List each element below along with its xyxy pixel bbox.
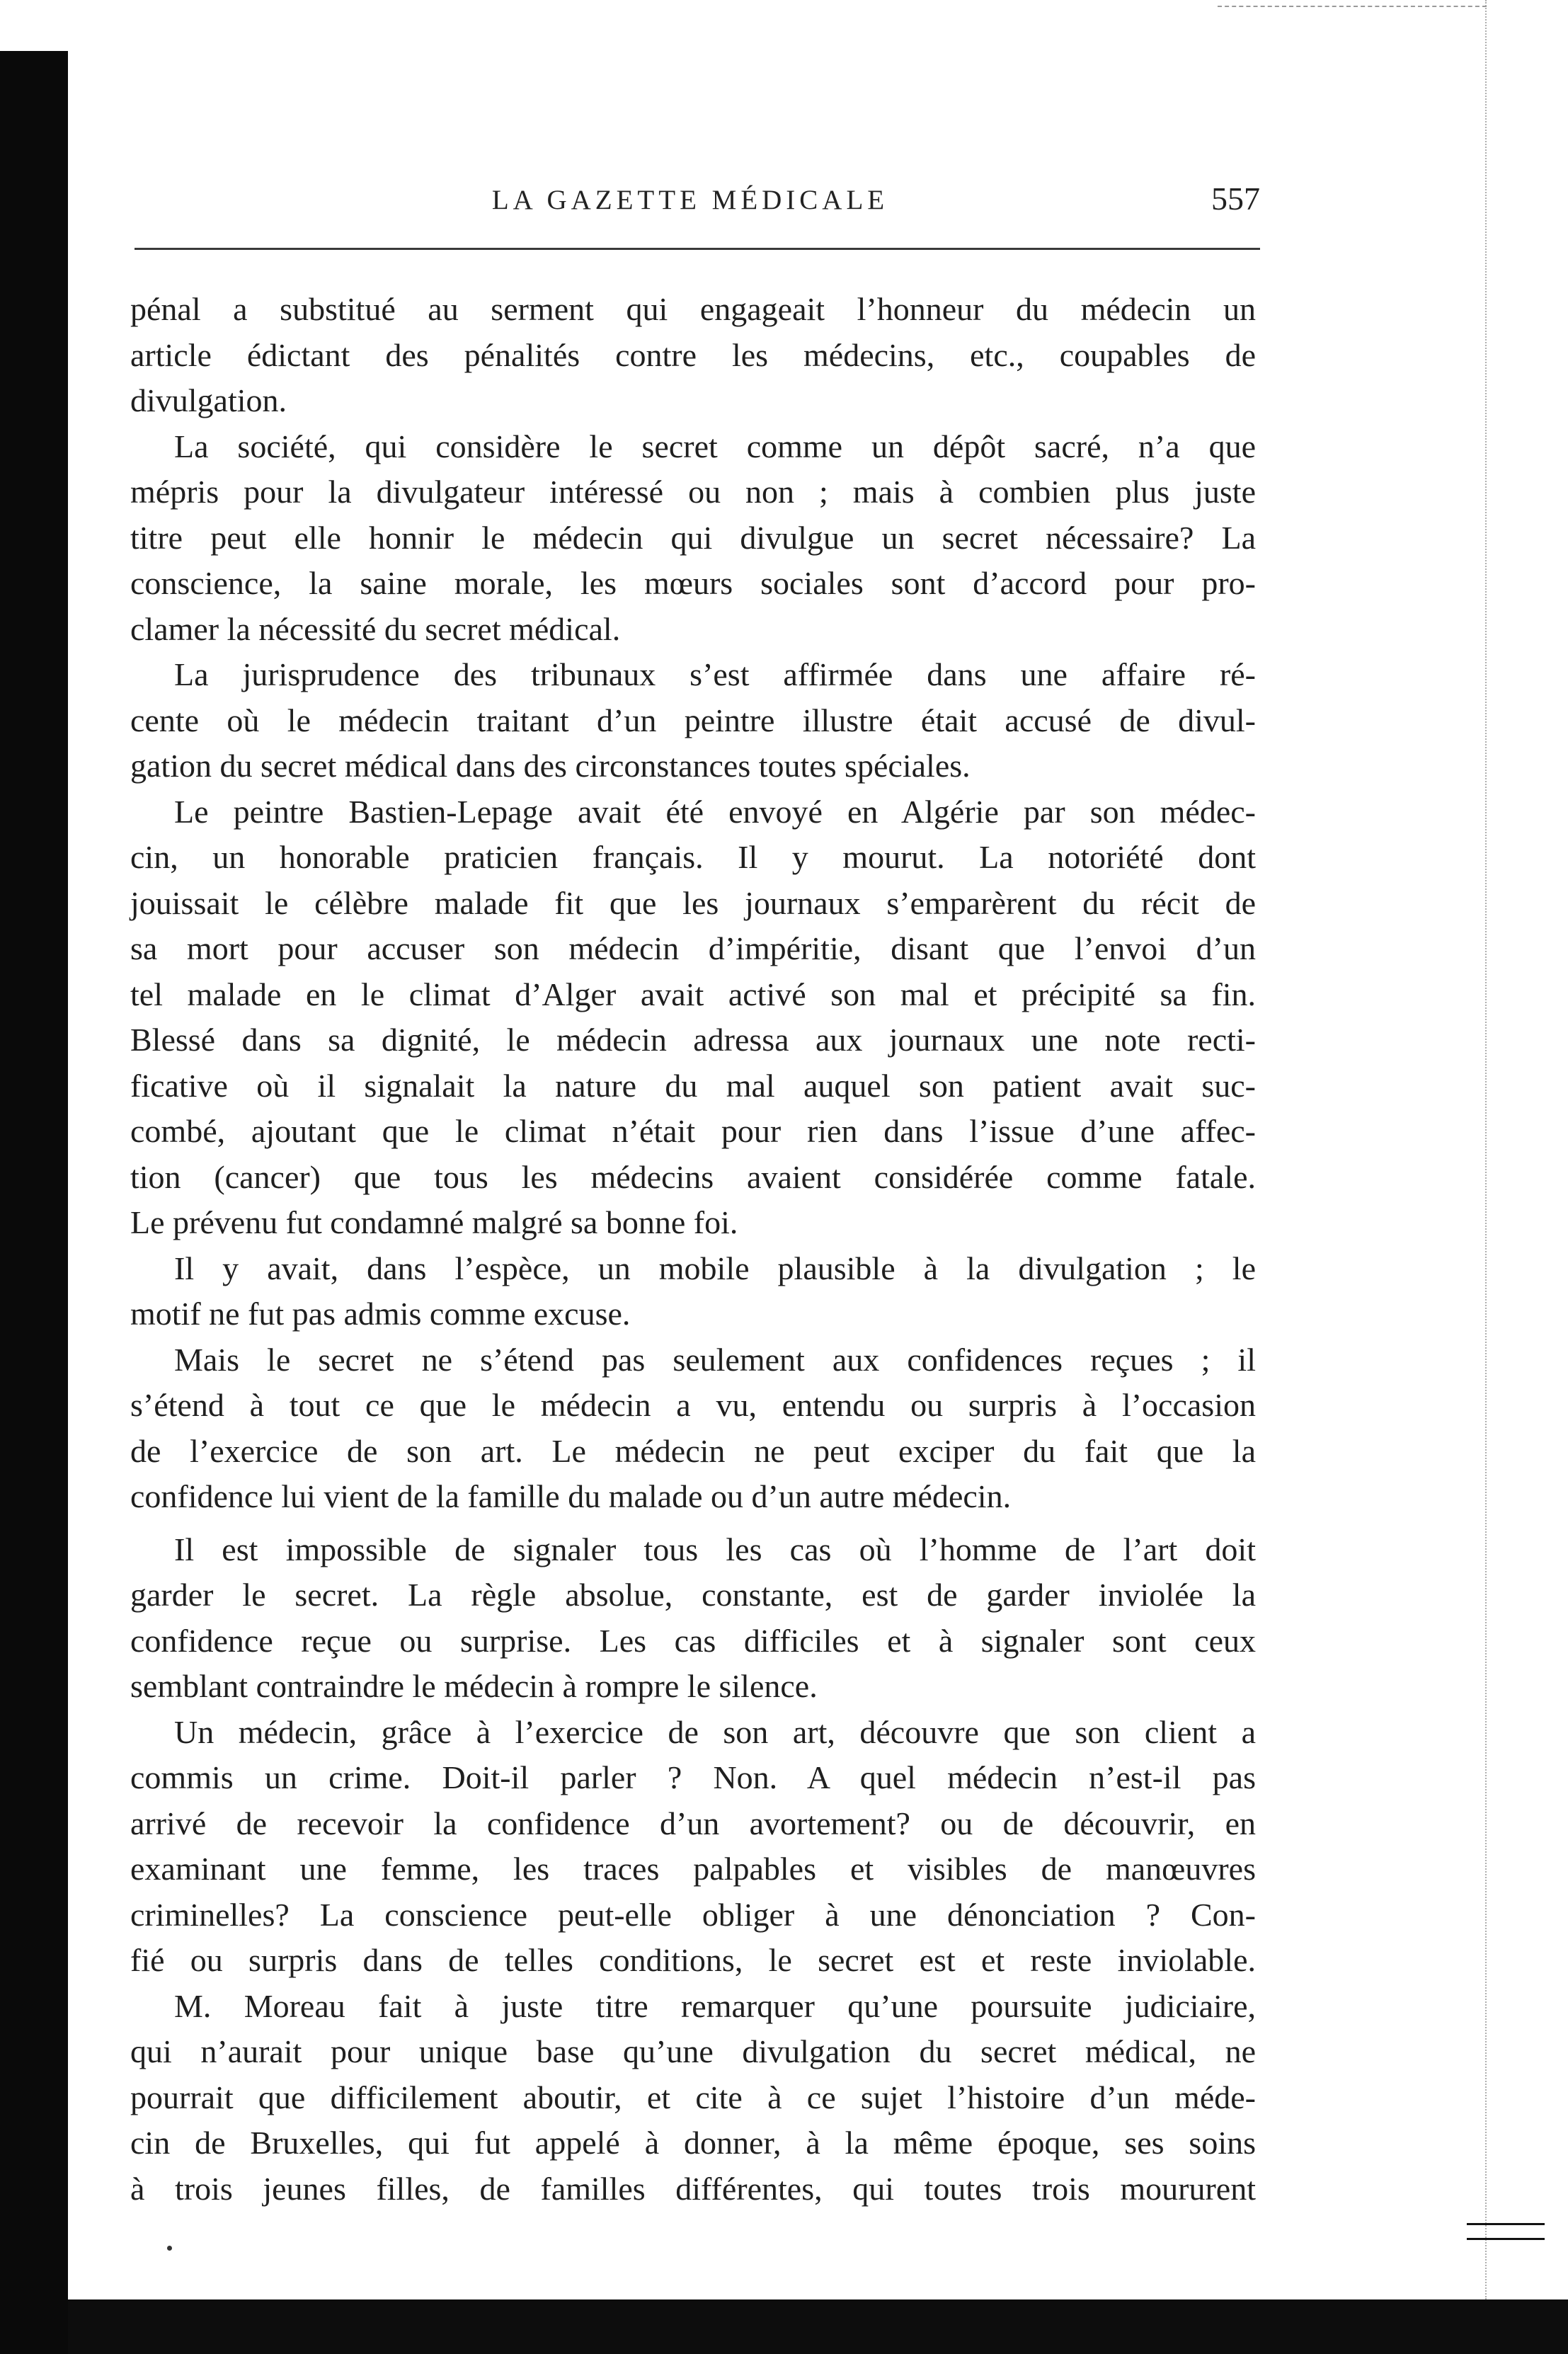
text-line: La jurisprudence des tribunaux s’est affirmée dans une affaire ré-	[174, 656, 1256, 692]
text-line: de l’exercice de son art. Le médecin ne peut exciper du fait que la	[130, 1432, 1256, 1469]
text-line: confidence reçue ou surprise. Les cas difficiles et à signaler sont ceux	[130, 1622, 1256, 1659]
text-line: Mais le secret ne s’étend pas seulement aux confidences reçues ; il	[174, 1341, 1256, 1378]
text-line: Un médecin, grâce à l’exercice de son art, découvre que son client a	[174, 1713, 1256, 1750]
scan-top-line	[1218, 6, 1487, 7]
text-line: à trois jeunes filles, de familles différentes, qui toutes trois moururent	[130, 2170, 1256, 2207]
text-line: divulgation.	[130, 382, 287, 418]
text-line: Le peintre Bastien-Lepage avait été envoyé en Algérie par son médec-	[174, 793, 1256, 830]
text-line: titre peut elle honnir le médecin qui divulgue un secret nécessaire? La	[130, 519, 1256, 556]
text-line: garder le secret. La règle absolue, constante, est de garder inviolée la	[130, 1577, 1256, 1613]
running-header	[120, 177, 1260, 219]
text-line: cente où le médecin traitant d’un peintre illustre était accusé de divul-	[130, 702, 1256, 738]
text-line: La société, qui considère le secret comme un dépôt sacré, n’a que	[174, 428, 1256, 464]
text-line: Blessé dans sa dignité, le médecin adressa aux journaux une note recti-	[130, 1022, 1256, 1058]
text-line: semblant contraindre le médecin à rompre le silence.	[130, 1668, 818, 1704]
text-line: conscience, la saine morale, les mœurs sociales sont d’accord pour pro-	[130, 565, 1256, 601]
text-line: cin, un honorable praticien français. Il y mourut. La notoriété dont	[130, 839, 1256, 875]
text-line: gation du secret médical dans des circonstances toutes spéciales.	[130, 748, 971, 784]
text-line: cin de Bruxelles, qui fut appelé à donner, à la même époque, ses soins	[130, 2125, 1256, 2161]
text-line: combé, ajoutant que le climat n’était pour rien dans l’issue d’une affec-	[130, 1113, 1256, 1149]
text-line: Le prévenu fut condamné malgré sa bonne foi.	[130, 1204, 738, 1240]
text-line: article édictant des pénalités contre les médecins, etc., coupables de	[130, 336, 1256, 373]
text-line: confidence lui vient de la famille du malade ou d’un autre médecin.	[130, 1478, 1012, 1514]
text-line: motif ne fut pas admis comme excuse.	[130, 1296, 631, 1332]
text-line: s’étend à tout ce que le médecin a vu, entendu ou surpris à l’occasion	[130, 1387, 1256, 1423]
text-line: Il y avait, dans l’espèce, un mobile plausible à la divulgation ; le	[174, 1250, 1256, 1286]
text-line: mépris pour la divulgateur intéressé ou non ; mais à combien plus juste	[130, 474, 1256, 510]
text-line: examinant une femme, les traces palpables et visibles de manœuvres	[130, 1851, 1256, 1887]
header-rule	[135, 248, 1260, 250]
body-text	[130, 287, 1256, 2212]
text-line: tion (cancer) que tous les médecins avaient considérée comme fatale.	[130, 1158, 1256, 1195]
text-line: arrivé de recevoir la confidence d’un avortement? ou de découvrir, en	[130, 1805, 1256, 1841]
text-line: qui n’aurait pour unique base qu’une divulgation du secret médical, ne	[130, 2033, 1256, 2069]
text-line: tel malade en le climat d’Alger avait activé son mal et précipité sa fin.	[130, 976, 1256, 1012]
corner-mark	[1467, 2223, 1545, 2240]
ink-dot	[167, 2246, 172, 2251]
text-line: pourrait que difficilement aboutir, et cite à ce sujet l’histoire d’un méde-	[130, 2079, 1256, 2115]
text-line: fié ou surpris dans de telles conditions, le secret est et reste inviolable.	[130, 1942, 1256, 1978]
text-line: ficative où il signalait la nature du mal auquel son patient avait suc-	[130, 1067, 1256, 1104]
page-right-edge	[1485, 0, 1491, 2299]
scan-left-border	[0, 51, 68, 2354]
text-line: clamer la nécessité du secret médical.	[130, 610, 621, 647]
running-title: LA GAZETTE MÉDICALE	[491, 185, 889, 215]
text-line: sa mort pour accuser son médecin d’impéritie, disant que l’envoi d’un	[130, 930, 1256, 966]
text-line: Il est impossible de signaler tous les cas où l’homme de l’art doit	[174, 1531, 1256, 1567]
text-line: M. Moreau fait à juste titre remarquer qu’une poursuite judiciaire,	[174, 1987, 1256, 2024]
page-number: 557	[1211, 181, 1260, 217]
text-line: pénal a substitué au serment qui engageait l’honneur du médecin un	[130, 291, 1256, 327]
scan-bottom-border	[68, 2299, 1568, 2354]
text-line: criminelles? La conscience peut-elle obliger à une dénonciation ? Con-	[130, 1896, 1256, 1933]
text-line: jouissait le célèbre malade fit que les journaux s’emparèrent du récit de	[130, 884, 1256, 921]
text-line: commis un crime. Doit-il parler ? Non. A quel médecin n’est-il pas	[130, 1759, 1256, 1795]
